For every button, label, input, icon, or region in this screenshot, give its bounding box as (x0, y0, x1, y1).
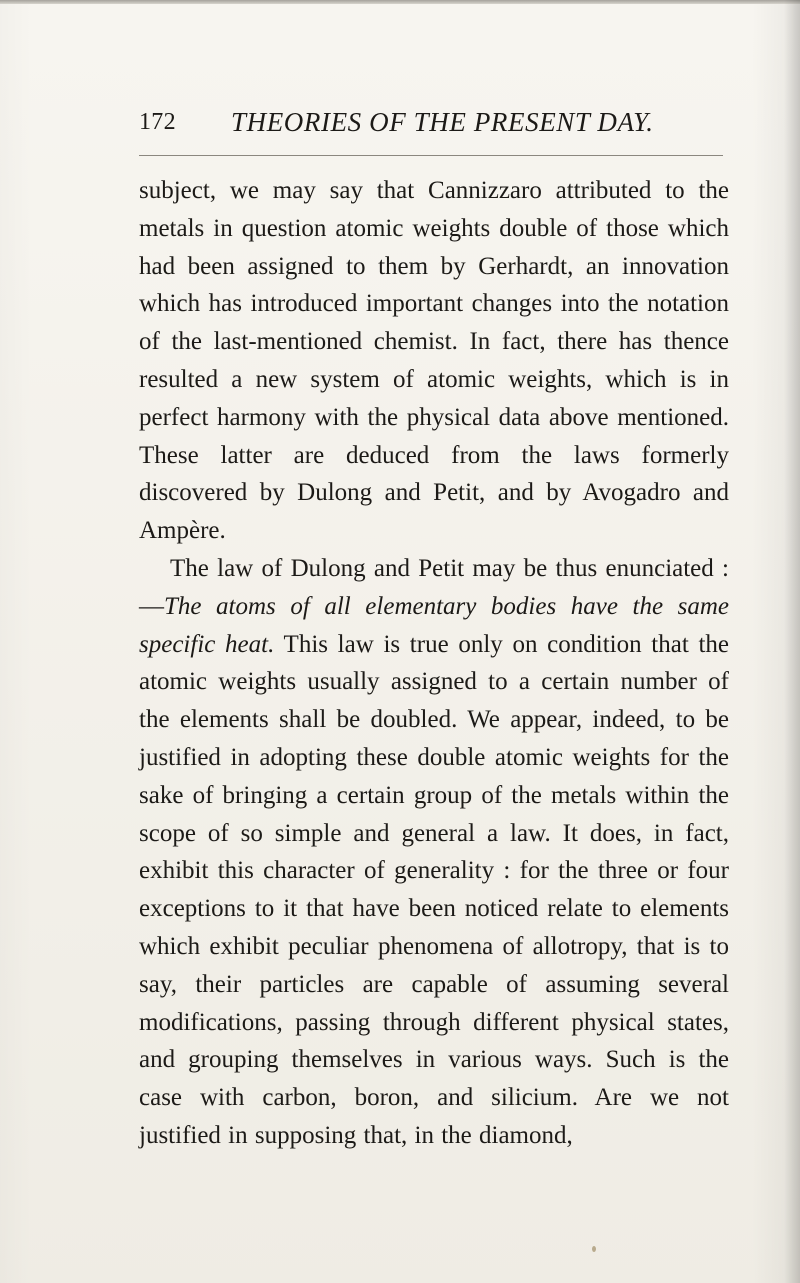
paragraph-2-rest: This law is true only on condition that the atomic weights usually assigned to a certain number of the elements shall be doubled. We appear, indeed, to be justified in adopting these double atomic weights for the sake of bringing a certain group of the metals within the scope of so simple and general a law. It does, in fact, exhibit this character of generality : for the three or four exceptions to it that have been noticed relate to elements which exhibit peculiar phenomena of allotropy, that is to say, their particles are capable of assuming several modifications, passing through different physical states, and grouping themselves in various ways. Such is the case with carbon, boron, and silicium. Are we not justified in supposing that, in the diamond, (139, 630, 729, 1149)
page-header (139, 104, 729, 140)
paragraph-2 (139, 550, 729, 1155)
running-title: THEORIES OF THE PRESENT DAY. (231, 107, 654, 137)
scan-top-edge (0, 0, 800, 4)
header-rule (139, 155, 723, 156)
paragraph-1: subject, we may say that Cannizzaro attributed to the metals in question atomic weights double of those which had been assigned to them by Gerhardt, an innovation which has introduced important changes into the notation of the last-mentioned chemist. In fact, there has thence resulted a new system of atomic weights, which is in perfect harmony with the physical data above mentioned. These latter are deduced from the laws formerly discovered by Dulong and Petit, and by Avogadro and Ampère. (139, 177, 729, 545)
page-edge-shadow (784, 0, 800, 1283)
body-text (139, 172, 729, 1155)
print-speck (592, 1246, 596, 1252)
paragraph-2-intro: The law of Dulong and Petit may be thus enunciated :— (139, 554, 729, 620)
law-statement: The atoms of all elementary bodies have the same specific heat. (139, 592, 729, 658)
page-number: 172 (139, 109, 176, 135)
